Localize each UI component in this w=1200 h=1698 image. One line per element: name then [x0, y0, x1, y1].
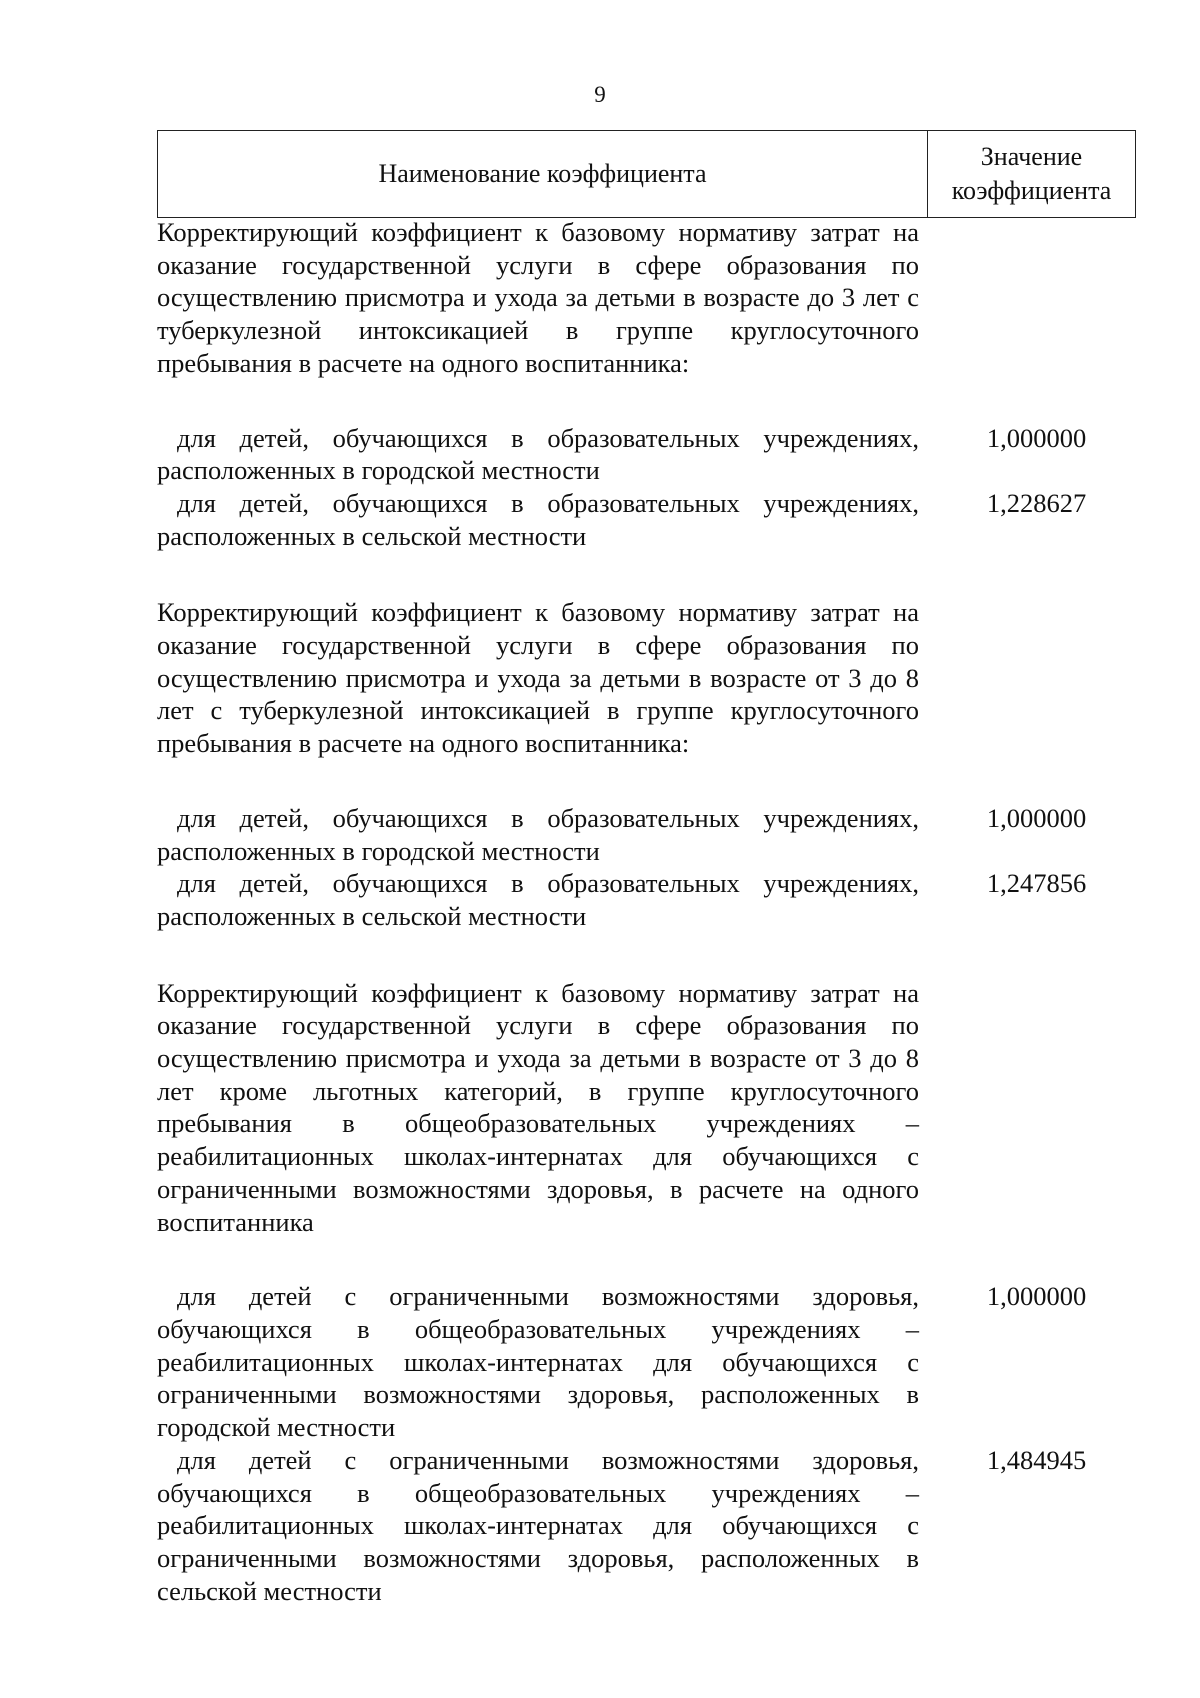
- section-heading: Корректирующий коэффициент к базовому нормативу затрат на оказание государственной услуги в сфере образования по осуществлению присмотра и ухода за детьми в возрасте от 3 до 8 лет кроме льготных категорий, в группе круглосуточного пребывания в общеобразовательных учреждениях – реабилитационных школах-интернатах для обучающихся с ограниченными возможностями здоровья, в расчете на одного воспитанника: [157, 977, 919, 1237]
- row-description: для детей, обучающихся в образовательных учреждениях, расположенных в сельской местности: [157, 487, 919, 551]
- page-number: 9: [594, 82, 606, 107]
- coefficient-section-1: [157, 216, 1136, 552]
- table-row: [157, 422, 1136, 487]
- coefficient-table-body: [157, 216, 1136, 1651]
- section-heading: Корректирующий коэффициент к базовому нормативу затрат на оказание государственной услуги в сфере образования по осуществлению присмотра и ухода за детьми в возрасте от 3 до 8 лет с туберкулезной интоксикацией в группе круглосуточного пребывания в расчете на одного воспитанника:: [157, 597, 919, 759]
- row-description: для детей, обучающихся в образовательных учреждениях, расположенных в сельской местности: [157, 868, 919, 931]
- row-value: 1,000000: [986, 802, 1087, 833]
- row-description: для детей, обучающихся в образовательных учреждениях, расположенных в городской местности: [157, 422, 919, 486]
- row-value: 1,000000: [986, 422, 1087, 453]
- table-row: [157, 867, 1136, 932]
- section-heading: Корректирующий коэффициент к базовому нормативу затрат на оказание государственной услуги в сфере образования по осуществлению присмотра и ухода за детьми в возрасте до 3 лет с туберкулезной интоксикацией в группе круглосуточного пребывания в расчете на одного воспитанника:: [157, 217, 919, 378]
- header-coefficient-value: Значение коэффициента: [951, 142, 1112, 205]
- table-row: [157, 1444, 1136, 1608]
- table-row: [157, 802, 1136, 867]
- row-value: 1,000000: [986, 1281, 1087, 1312]
- coefficient-section-3: [157, 977, 1136, 1608]
- row-description: для детей с ограниченными возможностями здоровья, обучающихся в общеобразовательных учреждениях – реабилитационных школах-интернатах для обучающихся с ограниченными возможностями здоровья, расположенных в сельской местности: [157, 1444, 919, 1606]
- row-description: для детей, обучающихся в образовательных учреждениях, расположенных в городской местности: [157, 802, 919, 866]
- row-value: 1,247856: [986, 868, 1087, 899]
- coefficient-section-2: [157, 596, 1136, 932]
- header-coefficient-name: Наименование коэффициента: [158, 131, 928, 217]
- row-description: для детей с ограниченными возможностями здоровья, обучающихся в общеобразовательных учреждениях – реабилитационных школах-интернатах для обучающихся с ограниченными возможностями здоровья, расположенных в городской местности: [157, 1281, 919, 1443]
- row-value: 1,228627: [986, 487, 1087, 518]
- row-value: 1,484945: [986, 1444, 1087, 1475]
- table-row: [157, 487, 1136, 552]
- table-row: [157, 1280, 1136, 1444]
- table-header: [157, 130, 1136, 218]
